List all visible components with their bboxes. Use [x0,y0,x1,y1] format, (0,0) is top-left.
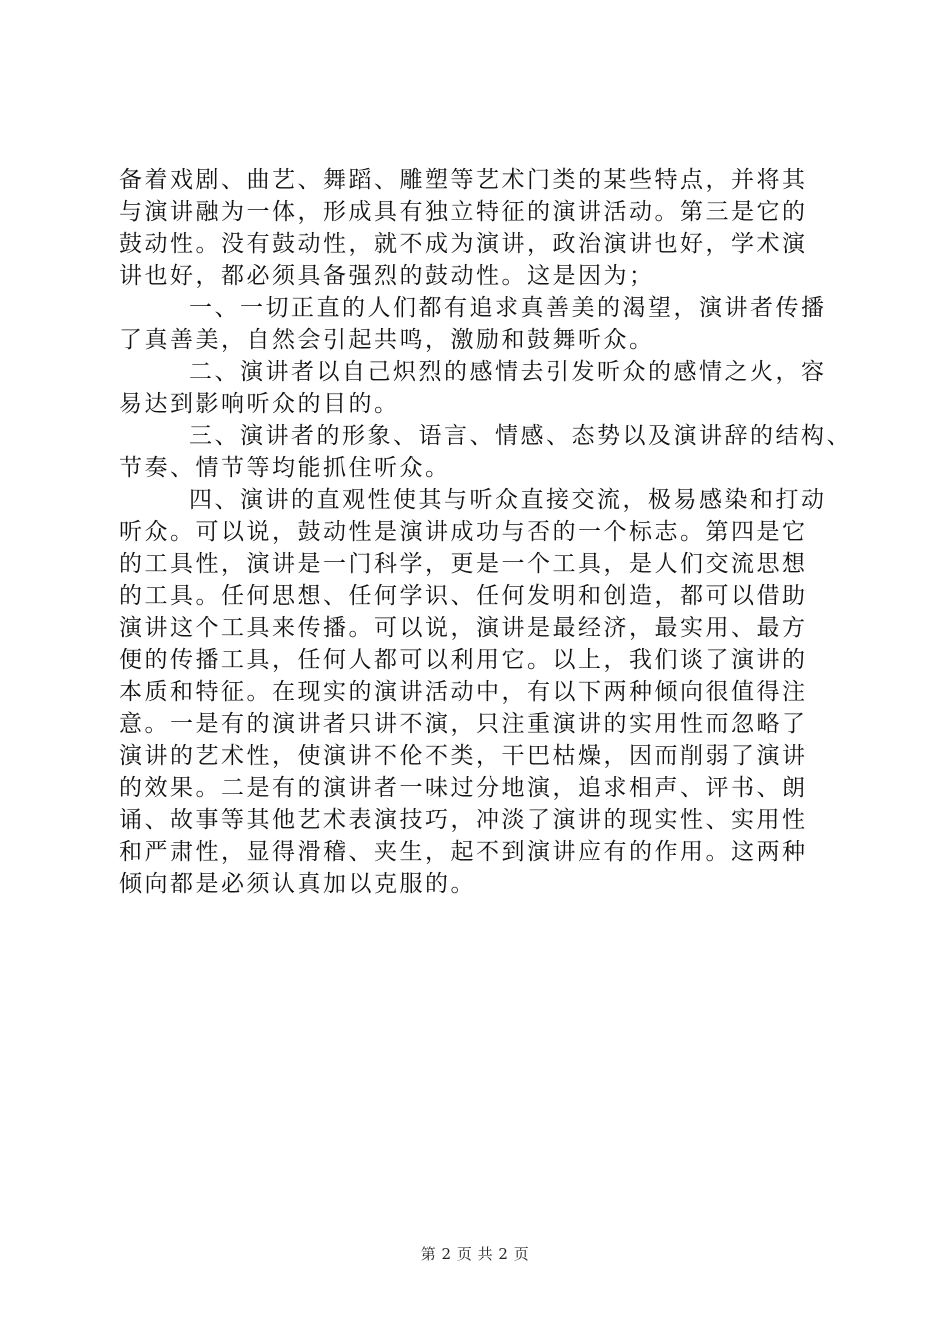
text-line: 意。一是有的演讲者只讲不演，只注重演讲的实用性而忽略了 [119,711,808,737]
page-footer: 第 2 页 共 2 页 [420,1245,530,1263]
text-line: 了真善美，自然会引起共鸣，激励和鼓舞听众。 [119,327,655,353]
text-line: 三、演讲者的形象、语言、情感、态势以及演讲辞的结构、 [189,423,852,449]
text-line: 本质和特征。在现实的演讲活动中，有以下两种倾向很值得注 [119,679,808,705]
text-line: 诵、故事等其他艺术表演技巧，冲淡了演讲的现实性、实用性 [119,807,808,833]
text-line: 备着戏剧、曲艺、舞蹈、雕塑等艺术门类的某些特点，并将其 [119,167,808,193]
text-line: 四、演讲的直观性使其与听众直接交流，极易感染和打动 [189,487,827,513]
text-line: 听众。可以说，鼓动性是演讲成功与否的一个标志。第四是它 [119,519,808,545]
text-line: 一、一切正直的人们都有追求真善美的渴望，演讲者传播 [189,295,827,321]
text-line: 二、演讲者以自己炽烈的感情去引发听众的感情之火，容 [189,359,827,385]
text-line: 的工具性，演讲是一门科学，更是一个工具，是人们交流思想 [119,551,808,577]
text-line: 便的传播工具，任何人都可以利用它。以上，我们谈了演讲的 [119,647,808,673]
text-line: 和严肃性，显得滑稽、夹生，起不到演讲应有的作用。这两种 [119,839,808,865]
text-line: 倾向都是必须认真加以克服的。 [119,871,476,897]
text-line: 讲也好，都必须具备强烈的鼓动性。这是因为； [119,263,655,289]
text-line: 的工具。任何思想、任何学识、任何发明和创造，都可以借助 [119,583,808,609]
text-line: 易达到影响听众的目的。 [119,391,400,417]
text-line: 演讲的艺术性，使演讲不伦不类，干巴枯燥，因而削弱了演讲 [119,743,808,769]
text-line: 的效果。二是有的演讲者一味过分地演，追求相声、评书、朗 [119,775,808,801]
text-line: 节奏、情节等均能抓住听众。 [119,455,451,481]
text-line: 演讲这个工具来传播。可以说，演讲是最经济，最实用、最方 [119,615,808,641]
text-line: 与演讲融为一体，形成具有独立特征的演讲活动。第三是它的 [119,199,808,225]
text-line: 鼓动性。没有鼓动性，就不成为演讲，政治演讲也好，学术演 [119,231,808,257]
document-body [119,164,852,900]
